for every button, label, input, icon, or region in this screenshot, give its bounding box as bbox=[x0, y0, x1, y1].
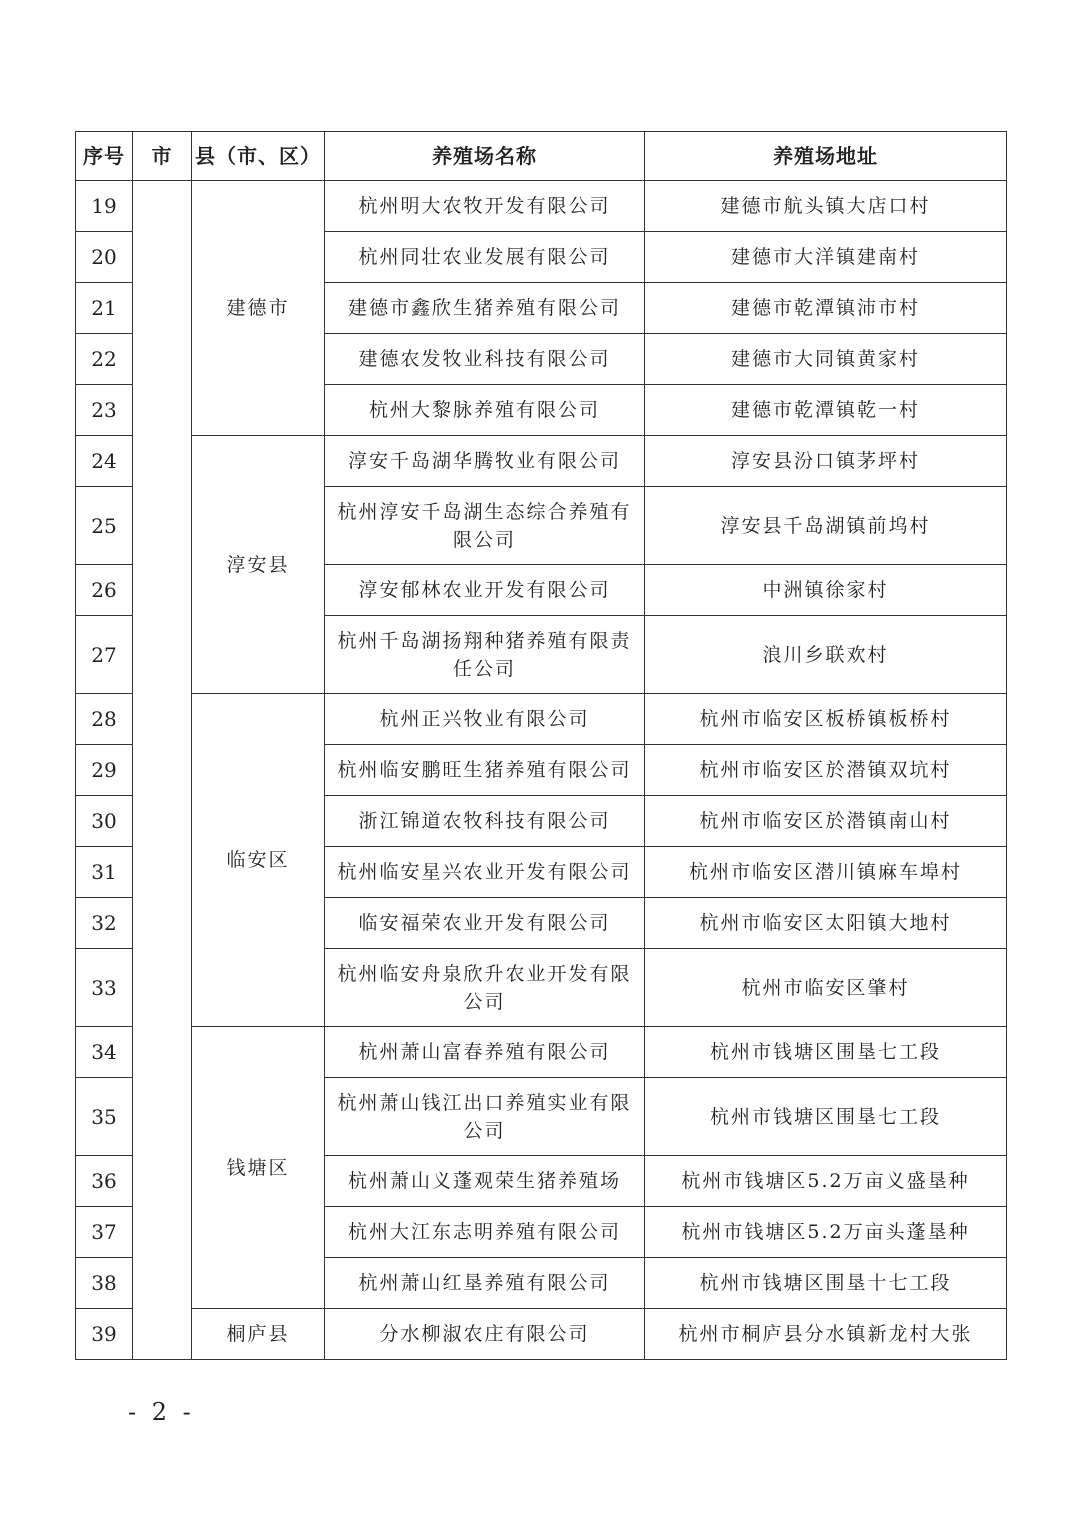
farm-name: 建德市鑫欣生猪养殖有限公司 bbox=[325, 283, 645, 334]
table-row bbox=[76, 1309, 1007, 1360]
county-cell: 建德市 bbox=[192, 181, 325, 436]
farm-address: 杭州市临安区太阳镇大地村 bbox=[645, 898, 1007, 949]
header-county: 县（市、区） bbox=[192, 132, 325, 181]
table-row bbox=[76, 1027, 1007, 1078]
farm-name: 浙江锦道农牧科技有限公司 bbox=[325, 796, 645, 847]
farm-address: 淳安县汾口镇茅坪村 bbox=[645, 436, 1007, 487]
row-number: 31 bbox=[76, 847, 133, 898]
farm-name: 杭州淳安千岛湖生态综合养殖有限公司 bbox=[325, 487, 645, 565]
row-number: 29 bbox=[76, 745, 133, 796]
row-number: 35 bbox=[76, 1078, 133, 1156]
farm-address: 建德市乾潭镇乾一村 bbox=[645, 385, 1007, 436]
row-number: 26 bbox=[76, 565, 133, 616]
farm-address: 杭州市钱塘区5.2万亩义盛垦种 bbox=[645, 1156, 1007, 1207]
farm-name: 杭州萧山钱江出口养殖实业有限公司 bbox=[325, 1078, 645, 1156]
header-city: 市 bbox=[133, 132, 192, 181]
farm-name: 杭州临安星兴农业开发有限公司 bbox=[325, 847, 645, 898]
page-number: - 2 - bbox=[128, 1398, 195, 1426]
header-farm-address: 养殖场地址 bbox=[645, 132, 1007, 181]
farm-name: 杭州萧山红垦养殖有限公司 bbox=[325, 1258, 645, 1309]
farm-address: 杭州市钱塘区围垦七工段 bbox=[645, 1027, 1007, 1078]
farm-address: 杭州市临安区潜川镇麻车埠村 bbox=[645, 847, 1007, 898]
row-number: 24 bbox=[76, 436, 133, 487]
row-number: 33 bbox=[76, 949, 133, 1027]
farm-address: 杭州市临安区於潜镇南山村 bbox=[645, 796, 1007, 847]
county-cell: 钱塘区 bbox=[192, 1027, 325, 1309]
city-cell bbox=[133, 181, 192, 1360]
farm-name: 淳安千岛湖华腾牧业有限公司 bbox=[325, 436, 645, 487]
farm-address: 建德市乾潭镇沛市村 bbox=[645, 283, 1007, 334]
row-number: 25 bbox=[76, 487, 133, 565]
row-number: 37 bbox=[76, 1207, 133, 1258]
row-number: 21 bbox=[76, 283, 133, 334]
farm-table bbox=[75, 131, 1007, 1360]
row-number: 39 bbox=[76, 1309, 133, 1360]
row-number: 20 bbox=[76, 232, 133, 283]
farm-name: 杭州正兴牧业有限公司 bbox=[325, 694, 645, 745]
row-number: 32 bbox=[76, 898, 133, 949]
farm-address: 杭州市临安区於潜镇双坑村 bbox=[645, 745, 1007, 796]
row-number: 38 bbox=[76, 1258, 133, 1309]
row-number: 23 bbox=[76, 385, 133, 436]
farm-address: 建德市大同镇黄家村 bbox=[645, 334, 1007, 385]
farm-address: 杭州市钱塘区围垦十七工段 bbox=[645, 1258, 1007, 1309]
row-number: 19 bbox=[76, 181, 133, 232]
farm-name: 杭州同壮农业发展有限公司 bbox=[325, 232, 645, 283]
row-number: 27 bbox=[76, 616, 133, 694]
farm-name: 临安福荣农业开发有限公司 bbox=[325, 898, 645, 949]
farm-name: 建德农发牧业科技有限公司 bbox=[325, 334, 645, 385]
row-number: 28 bbox=[76, 694, 133, 745]
farm-name: 杭州明大农牧开发有限公司 bbox=[325, 181, 645, 232]
header-row bbox=[76, 132, 1007, 181]
farm-address: 建德市大洋镇建南村 bbox=[645, 232, 1007, 283]
farm-address: 建德市航头镇大店口村 bbox=[645, 181, 1007, 232]
farm-address: 杭州市临安区肇村 bbox=[645, 949, 1007, 1027]
farm-name: 杭州千岛湖扬翔种猪养殖有限责任公司 bbox=[325, 616, 645, 694]
farm-name: 杭州临安鹏旺生猪养殖有限公司 bbox=[325, 745, 645, 796]
row-number: 22 bbox=[76, 334, 133, 385]
row-number: 36 bbox=[76, 1156, 133, 1207]
farm-address: 杭州市桐庐县分水镇新龙村大张 bbox=[645, 1309, 1007, 1360]
row-number: 34 bbox=[76, 1027, 133, 1078]
farm-address: 淳安县千岛湖镇前坞村 bbox=[645, 487, 1007, 565]
farm-address: 浪川乡联欢村 bbox=[645, 616, 1007, 694]
row-number: 30 bbox=[76, 796, 133, 847]
farm-name: 杭州萧山富春养殖有限公司 bbox=[325, 1027, 645, 1078]
farm-address: 杭州市临安区板桥镇板桥村 bbox=[645, 694, 1007, 745]
county-cell: 桐庐县 bbox=[192, 1309, 325, 1360]
farm-name: 淳安郁林农业开发有限公司 bbox=[325, 565, 645, 616]
farm-address: 中洲镇徐家村 bbox=[645, 565, 1007, 616]
header-farm-name: 养殖场名称 bbox=[325, 132, 645, 181]
farm-address: 杭州市钱塘区围垦七工段 bbox=[645, 1078, 1007, 1156]
farm-name: 分水柳淑农庄有限公司 bbox=[325, 1309, 645, 1360]
county-cell: 淳安县 bbox=[192, 436, 325, 694]
farm-name: 杭州临安舟泉欣升农业开发有限公司 bbox=[325, 949, 645, 1027]
table-row bbox=[76, 181, 1007, 232]
farm-name: 杭州大江东志明养殖有限公司 bbox=[325, 1207, 645, 1258]
farm-name: 杭州大黎脉养殖有限公司 bbox=[325, 385, 645, 436]
table-row bbox=[76, 436, 1007, 487]
farm-address: 杭州市钱塘区5.2万亩头蓬垦种 bbox=[645, 1207, 1007, 1258]
header-no: 序号 bbox=[76, 132, 133, 181]
county-cell: 临安区 bbox=[192, 694, 325, 1027]
farm-name: 杭州萧山义蓬观荣生猪养殖场 bbox=[325, 1156, 645, 1207]
table-row bbox=[76, 694, 1007, 745]
